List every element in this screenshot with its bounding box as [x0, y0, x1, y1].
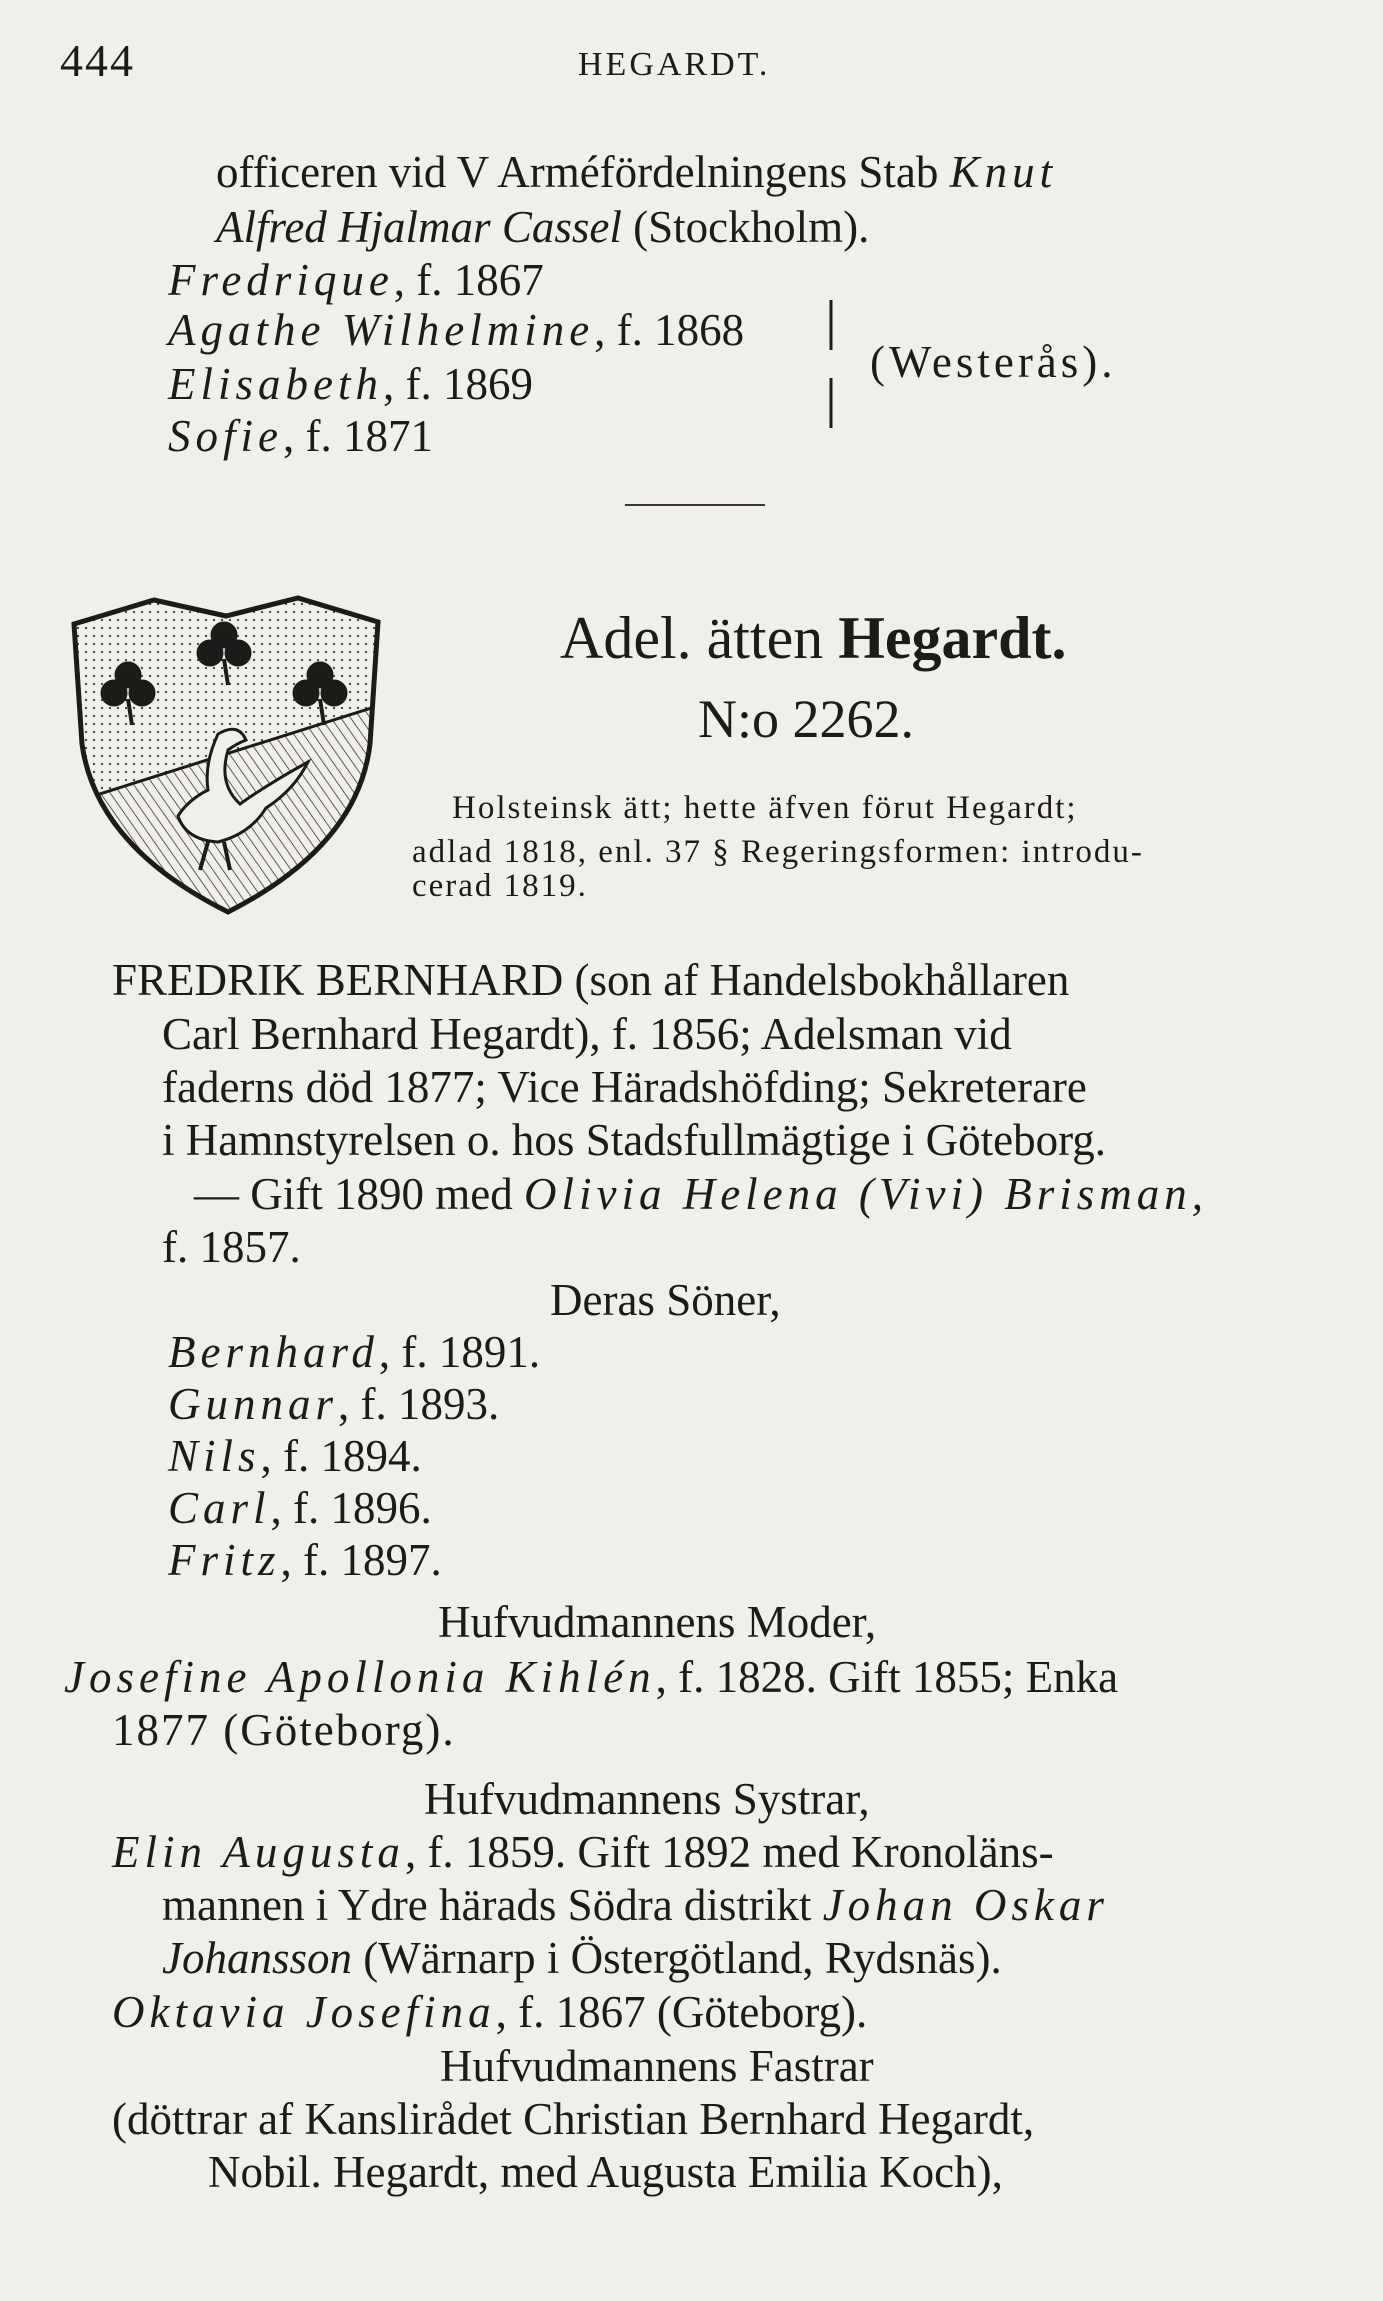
- child-name: Elisabeth: [168, 359, 383, 409]
- top-line-2-place: (Stockholm).: [621, 202, 870, 252]
- son-name: Fritz: [168, 1535, 281, 1585]
- child-entry: [168, 305, 745, 355]
- son-birth: , f. 1894.: [260, 1431, 422, 1481]
- top-line-1-text: officeren vid V Arméfördelningens Stab: [216, 147, 950, 197]
- son-entry: [168, 1535, 442, 1585]
- mother-line-2: 1877 (Göteborg).: [112, 1705, 456, 1755]
- main-line-5-text: — Gift 1890 med: [194, 1169, 524, 1219]
- top-line-2: [216, 202, 870, 252]
- child-name: Agathe Wilhelmine: [168, 305, 595, 355]
- son-birth: , f. 1891.: [378, 1327, 541, 1377]
- family-title-prefix: Adel. ätten: [560, 605, 839, 671]
- sister-details: , f. 1867 (Göteborg).: [495, 1987, 868, 2037]
- child-entry: [168, 359, 533, 409]
- main-line-1: FREDRIK BERNHARD (son af Handelsbokhållaren: [112, 955, 1070, 1005]
- sister-line-3: [162, 1933, 1002, 1983]
- child-birth: , f. 1868: [594, 305, 745, 355]
- family-title-name: Hegardt.: [838, 605, 1067, 671]
- son-name: Bernhard: [168, 1327, 379, 1377]
- main-line-3: faderns död 1877; Vice Häradshöfding; Sekreterare: [162, 1062, 1087, 1112]
- husband-name: Johan Oskar: [822, 1880, 1109, 1930]
- brace-icon: [828, 300, 842, 428]
- sisters-heading: Hufvudmannens Systrar,: [424, 1774, 870, 1824]
- mother-name: Josefine Apollonia Kihlén: [64, 1652, 656, 1702]
- husband-surname: Johansson: [162, 1933, 352, 1983]
- main-line-5: [194, 1169, 1209, 1219]
- son-name: Carl: [168, 1483, 271, 1533]
- mother-details: , f. 1828. Gift 1855; Enka: [655, 1652, 1119, 1702]
- son-name: Gunnar: [168, 1379, 339, 1429]
- sister-details: , f. 1859. Gift 1892 med Kronoläns-: [404, 1827, 1054, 1877]
- sister-details: mannen i Ydre härads Södra distrikt: [162, 1880, 823, 1930]
- aunts-heading: Hufvudmannens Fastrar: [440, 2041, 874, 2091]
- aunts-line-1: (döttrar af Kanslirådet Christian Bernhard Hegardt,: [112, 2094, 1035, 2144]
- main-line-2: Carl Bernhard Hegardt), f. 1856; Adelsman vid: [162, 1009, 1012, 1059]
- spouse-name: Olivia Helena (Vivi) Brisman,: [523, 1169, 1209, 1219]
- sister-residence: (Wärnarp i Östergötland, Rydsnäs).: [352, 1933, 1002, 1983]
- son-entry: [168, 1483, 432, 1533]
- son-birth: , f. 1896.: [270, 1483, 432, 1533]
- running-title: HEGARDT.: [578, 46, 771, 83]
- child-entry: [168, 255, 544, 305]
- sister-name: Elin Augusta: [112, 1827, 405, 1877]
- child-birth: , f. 1867: [393, 255, 544, 305]
- sister-name: Oktavia Josefina: [112, 1987, 496, 2037]
- son-birth: , f. 1893.: [338, 1379, 500, 1429]
- top-line-1-name: Knut: [949, 147, 1058, 197]
- coat-of-arms-icon: [68, 594, 384, 916]
- sister-line-1: [112, 1827, 1054, 1877]
- mother-heading: Hufvudmannens Moder,: [438, 1597, 877, 1647]
- son-birth: , f. 1897.: [280, 1535, 442, 1585]
- child-name: Fredrique: [168, 255, 394, 305]
- main-line-4: i Hamnstyrelsen o. hos Stadsfullmägtige i Göteborg.: [162, 1115, 1107, 1165]
- sister-line-4: [112, 1987, 868, 2037]
- family-number: N:o 2262.: [698, 689, 914, 749]
- family-intro-3: cerad 1819.: [412, 868, 588, 904]
- family-intro-2: adlad 1818, enl. 37 § Regeringsformen: introdu-: [412, 834, 1144, 870]
- family-title: [560, 605, 1067, 671]
- aunts-line-2: Nobil. Hegardt, med Augusta Emilia Koch),: [208, 2147, 1003, 2197]
- top-line-2-name: Alfred Hjalmar Cassel: [216, 202, 622, 252]
- child-birth: , f. 1869: [382, 359, 533, 409]
- child-name: Sofie: [168, 411, 283, 461]
- son-name: Nils: [168, 1431, 261, 1481]
- sister-line-2: [162, 1880, 1109, 1930]
- child-entry: [168, 411, 433, 461]
- son-entry: [168, 1327, 541, 1377]
- section-divider: [625, 504, 765, 506]
- family-intro-1: Holsteinsk ätt; hette äfven förut Hegardt;: [452, 790, 1078, 826]
- children-place: (Westerås).: [870, 337, 1117, 387]
- main-line-6: f. 1857.: [162, 1222, 301, 1272]
- page-number: 444: [60, 35, 135, 86]
- child-birth: , f. 1871: [282, 411, 433, 461]
- son-entry: [168, 1431, 422, 1481]
- son-entry: [168, 1379, 500, 1429]
- mother-line-1: [64, 1652, 1119, 1702]
- top-line-1: [216, 147, 1058, 197]
- sons-heading: Deras Söner,: [550, 1275, 781, 1325]
